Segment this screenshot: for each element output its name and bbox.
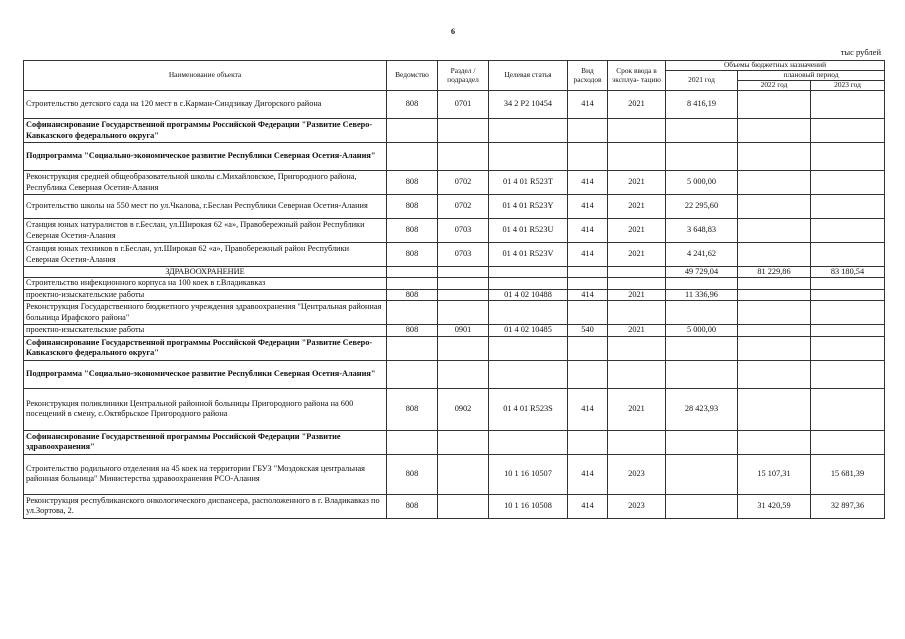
- header-commission-term: Срок ввода в эксплуа- тацию: [608, 61, 666, 91]
- row-name: Строительство детского сада на 120 мест в с.Карман-Синдзикау Дигорского района: [24, 91, 387, 119]
- row-expense-type: 414: [568, 289, 608, 300]
- row-section: 0702: [438, 195, 489, 219]
- row-department: 808: [387, 243, 438, 267]
- row-department: 808: [387, 195, 438, 219]
- row-department: 808: [387, 171, 438, 195]
- header-name: Наименование объекта: [24, 61, 387, 91]
- row-target-article: [489, 267, 568, 278]
- row-department: 808: [387, 388, 438, 430]
- row-expense-type: [568, 301, 608, 325]
- row-target-article: [489, 336, 568, 360]
- row-section: 0902: [438, 388, 489, 430]
- table-row: [24, 388, 885, 430]
- row-section: [438, 119, 489, 143]
- row-expense-type: [568, 360, 608, 388]
- row-value-2023: [811, 243, 885, 267]
- row-value-2021: [666, 494, 738, 518]
- row-value-2021: [666, 119, 738, 143]
- row-value-2022: [738, 91, 811, 119]
- row-expense-type: [568, 267, 608, 278]
- row-value-2023: [811, 219, 885, 243]
- table-row: [24, 243, 885, 267]
- row-value-2023: [811, 289, 885, 300]
- row-target-article: 01 4 02 10485: [489, 325, 568, 336]
- row-commission-term: 2023: [608, 494, 666, 518]
- row-target-article: 10 1 16 10507: [489, 454, 568, 494]
- row-section: 0703: [438, 219, 489, 243]
- row-value-2021: 5 000,00: [666, 325, 738, 336]
- row-value-2021: 49 729,04: [666, 267, 738, 278]
- table-row: [24, 143, 885, 171]
- row-value-2023: [811, 301, 885, 325]
- row-value-2023: [811, 336, 885, 360]
- row-section: 0703: [438, 243, 489, 267]
- row-expense-type: 414: [568, 243, 608, 267]
- table-body: [24, 91, 885, 519]
- row-value-2023: 32 897,36: [811, 494, 885, 518]
- row-commission-term: 2021: [608, 325, 666, 336]
- row-name: Строительство школы на 550 мест по ул.Чкалова, г.Беслан Республики Северная Осетия-Алания: [24, 195, 387, 219]
- table-row: [24, 301, 885, 325]
- row-section: [438, 267, 489, 278]
- row-value-2022: 15 107,31: [738, 454, 811, 494]
- row-value-2022: [738, 119, 811, 143]
- row-value-2023: [811, 325, 885, 336]
- row-name: Софинансирование Государственной программы Российской Федерации "Развитие здравоохранения": [24, 430, 387, 454]
- row-value-2023: [811, 388, 885, 430]
- table-row: [24, 336, 885, 360]
- row-value-2023: [811, 278, 885, 289]
- row-commission-term: 2021: [608, 388, 666, 430]
- table-row: [24, 430, 885, 454]
- row-value-2022: [738, 325, 811, 336]
- units-label: тыс рублей: [840, 47, 881, 57]
- row-department: 808: [387, 289, 438, 300]
- row-name: Реконструкция республиканского онкологического диспансера, расположенного в г. Владикавказ по ул.Зортова, 2.: [24, 494, 387, 518]
- row-section: [438, 278, 489, 289]
- row-value-2022: [738, 278, 811, 289]
- row-value-2022: [738, 360, 811, 388]
- row-value-2021: [666, 278, 738, 289]
- row-department: 808: [387, 454, 438, 494]
- row-name: Реконструкция Государственного бюджетного учреждения здравоохранения "Центральная районная больница Ирафского района": [24, 301, 387, 325]
- row-target-article: 10 1 16 10508: [489, 494, 568, 518]
- header-target-article: Целевая статья: [489, 61, 568, 91]
- row-value-2023: [811, 119, 885, 143]
- row-expense-type: [568, 336, 608, 360]
- row-value-2021: 8 416,19: [666, 91, 738, 119]
- row-name: Строительство родильного отделения на 45 коек на территории ГБУЗ "Моздокская центральная районная больница" Министерства здравоохранения РСО-Алания: [24, 454, 387, 494]
- row-section: [438, 336, 489, 360]
- row-value-2023: [811, 91, 885, 119]
- row-value-2023: [811, 430, 885, 454]
- row-value-2021: [666, 336, 738, 360]
- row-value-2021: [666, 301, 738, 325]
- row-commission-term: 2021: [608, 219, 666, 243]
- row-section: 0702: [438, 171, 489, 195]
- row-name: проектно-изыскательские работы: [24, 325, 387, 336]
- row-expense-type: 414: [568, 171, 608, 195]
- row-department: [387, 143, 438, 171]
- row-expense-type: 414: [568, 454, 608, 494]
- row-value-2022: [738, 243, 811, 267]
- row-commission-term: [608, 119, 666, 143]
- row-target-article: [489, 430, 568, 454]
- row-value-2023: [811, 171, 885, 195]
- row-expense-type: [568, 119, 608, 143]
- table-row: [24, 267, 885, 278]
- row-value-2021: 11 336,96: [666, 289, 738, 300]
- row-value-2021: [666, 360, 738, 388]
- row-value-2022: [738, 289, 811, 300]
- row-commission-term: 2023: [608, 454, 666, 494]
- row-commission-term: 2021: [608, 171, 666, 195]
- header-section: Раздел / подраздел: [438, 61, 489, 91]
- row-target-article: [489, 119, 568, 143]
- row-commission-term: [608, 267, 666, 278]
- row-expense-type: [568, 278, 608, 289]
- header-department: Ведомство: [387, 61, 438, 91]
- row-expense-type: 414: [568, 219, 608, 243]
- table-row: [24, 171, 885, 195]
- row-target-article: 01 4 01 R523S: [489, 388, 568, 430]
- row-name: Строительство инфекционного корпуса на 100 коек в г.Владикавказ: [24, 278, 387, 289]
- row-value-2021: 22 295,60: [666, 195, 738, 219]
- table-row: [24, 278, 885, 289]
- table-row: [24, 360, 885, 388]
- row-name: Реконструкция средней общеобразовательной школы с.Михайловское, Пригородного района, Республика Северная Осетия-Алания: [24, 171, 387, 195]
- row-department: [387, 267, 438, 278]
- table-row: [24, 454, 885, 494]
- row-value-2021: 5 000,00: [666, 171, 738, 195]
- row-name: ЗДРАВООХРАНЕНИЕ: [24, 267, 387, 278]
- table-row: [24, 289, 885, 300]
- row-section: [438, 301, 489, 325]
- page-number: 6: [451, 27, 455, 36]
- row-name: Подпрограмма "Социально-экономическое развитие Республики Северная Осетия-Алания": [24, 360, 387, 388]
- row-value-2021: [666, 430, 738, 454]
- row-department: [387, 301, 438, 325]
- table-row: [24, 195, 885, 219]
- row-section: 0701: [438, 91, 489, 119]
- row-name: проектно-изыскательские работы: [24, 289, 387, 300]
- header-year-2023: 2023 год: [811, 81, 885, 91]
- header-expense-type: Вид расходов: [568, 61, 608, 91]
- row-expense-type: 414: [568, 195, 608, 219]
- row-commission-term: [608, 143, 666, 171]
- budget-table: [23, 60, 885, 519]
- row-commission-term: [608, 336, 666, 360]
- row-department: [387, 360, 438, 388]
- row-name: Станция юных натуралистов в г.Беслан, ул.Широкая 62 «а», Правобережный район Республики Северная Осетия-Алания: [24, 219, 387, 243]
- table-row: [24, 325, 885, 336]
- table-row: [24, 219, 885, 243]
- row-commission-term: [608, 430, 666, 454]
- row-name: Софинансирование Государственной программы Российской Федерации "Развитие Северо-Кавказского федерального округа": [24, 336, 387, 360]
- row-target-article: 01 4 01 R523T: [489, 171, 568, 195]
- row-department: [387, 119, 438, 143]
- row-section: [438, 430, 489, 454]
- row-target-article: 01 4 01 R523Y: [489, 195, 568, 219]
- row-value-2023: 15 681,39: [811, 454, 885, 494]
- header-planned-period: плановый период: [738, 71, 885, 81]
- row-value-2021: 28 423,93: [666, 388, 738, 430]
- row-value-2022: [738, 336, 811, 360]
- row-value-2022: [738, 171, 811, 195]
- row-commission-term: [608, 278, 666, 289]
- row-target-article: 01 4 01 R523V: [489, 243, 568, 267]
- row-value-2022: 81 229,86: [738, 267, 811, 278]
- row-target-article: 01 4 02 10488: [489, 289, 568, 300]
- row-expense-type: 414: [568, 388, 608, 430]
- row-target-article: 01 4 01 R523U: [489, 219, 568, 243]
- row-target-article: [489, 143, 568, 171]
- row-department: 808: [387, 325, 438, 336]
- row-commission-term: [608, 301, 666, 325]
- row-section: 0901: [438, 325, 489, 336]
- row-commission-term: 2021: [608, 243, 666, 267]
- row-expense-type: 414: [568, 91, 608, 119]
- row-section: [438, 143, 489, 171]
- row-target-article: [489, 278, 568, 289]
- row-name: Реконструкция поликлиники Центральной районной больницы Пригородного района на 600 посещений в смену, с.Октябрьское Пригородного района: [24, 388, 387, 430]
- row-value-2022: [738, 388, 811, 430]
- row-value-2021: [666, 454, 738, 494]
- header-budget-volume: Объемы бюджетных назначений: [666, 61, 885, 71]
- row-commission-term: 2021: [608, 289, 666, 300]
- row-target-article: [489, 301, 568, 325]
- row-value-2023: 83 180,54: [811, 267, 885, 278]
- row-department: 808: [387, 494, 438, 518]
- row-value-2021: 3 648,83: [666, 219, 738, 243]
- row-value-2023: [811, 360, 885, 388]
- row-expense-type: 414: [568, 494, 608, 518]
- table-row: [24, 494, 885, 518]
- row-department: [387, 336, 438, 360]
- row-value-2022: [738, 195, 811, 219]
- header-year-2021: 2021 год: [666, 71, 738, 91]
- row-department: [387, 430, 438, 454]
- row-target-article: [489, 360, 568, 388]
- row-commission-term: 2021: [608, 91, 666, 119]
- table-row: [24, 91, 885, 119]
- row-name: Софинансирование Государственной программы Российской Федерации "Развитие Северо-Кавказского федерального округа": [24, 119, 387, 143]
- row-section: [438, 494, 489, 518]
- row-expense-type: 540: [568, 325, 608, 336]
- row-value-2022: 31 420,59: [738, 494, 811, 518]
- row-department: 808: [387, 91, 438, 119]
- row-value-2022: [738, 301, 811, 325]
- row-target-article: 34 2 P2 10454: [489, 91, 568, 119]
- table-row: [24, 119, 885, 143]
- row-value-2022: [738, 219, 811, 243]
- header-year-2022: 2022 год: [738, 81, 811, 91]
- row-value-2021: [666, 143, 738, 171]
- row-department: [387, 278, 438, 289]
- row-value-2023: [811, 195, 885, 219]
- row-name: Подпрограмма "Социально-экономическое развитие Республики Северная Осетия-Алания": [24, 143, 387, 171]
- row-value-2022: [738, 143, 811, 171]
- row-section: [438, 289, 489, 300]
- row-expense-type: [568, 143, 608, 171]
- row-expense-type: [568, 430, 608, 454]
- row-commission-term: 2021: [608, 195, 666, 219]
- row-section: [438, 360, 489, 388]
- row-name: Станция юных техников в г.Беслан, ул.Широкая 62 «а», Правобережный район Республики Северная Осетия-Алания: [24, 243, 387, 267]
- row-value-2022: [738, 430, 811, 454]
- row-section: [438, 454, 489, 494]
- row-value-2023: [811, 143, 885, 171]
- row-commission-term: [608, 360, 666, 388]
- row-department: 808: [387, 219, 438, 243]
- row-value-2021: 4 241,62: [666, 243, 738, 267]
